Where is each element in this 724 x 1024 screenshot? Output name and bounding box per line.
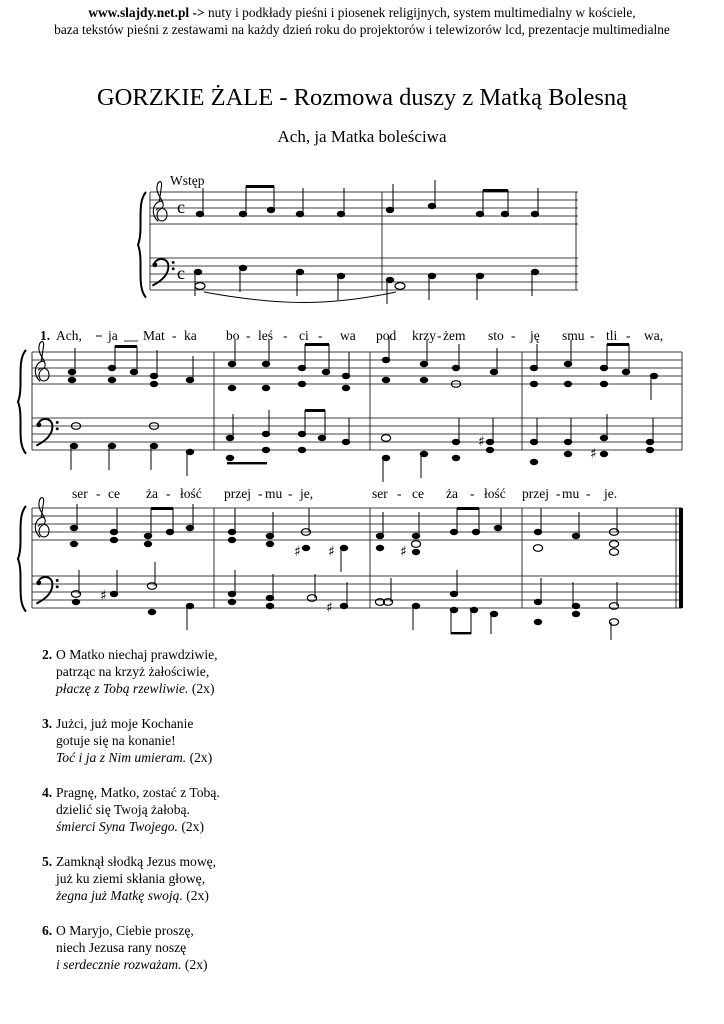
lyric-s3-20: mu [562, 486, 580, 501]
lyric-s3-9: mu [265, 486, 283, 501]
lyric-s3-11: je, [300, 486, 314, 501]
verse-refrain: żegna już Matkę swoją. [56, 888, 183, 903]
svg-text:♯: ♯ [326, 600, 333, 616]
lyric-15: - [437, 328, 442, 343]
verse-3 [42, 715, 220, 766]
lyric-13: pod [376, 328, 397, 343]
lyric-24: wa, [644, 328, 664, 343]
lyric-s3-5: - [166, 486, 171, 501]
repeat-mark: (2x) [189, 750, 213, 765]
svg-text:♯: ♯ [100, 588, 107, 604]
verse-line: patrząc na krzyż żałościwie, [56, 664, 210, 679]
lyric-6: bo [226, 328, 240, 343]
verse-refrain: śmierci Syna Twojego. [56, 819, 178, 834]
svg-text:c: c [177, 263, 185, 283]
lyric-23: - [626, 328, 631, 343]
header-line-2: baza tekstów pieśni z zestawami na każdy dzień roku do projektorów i telewizorów lcd, prezentacje multimedialne [54, 22, 670, 37]
verse-4 [42, 784, 220, 835]
verse-line: niech Jezusa rany noszę [56, 940, 187, 955]
svg-text:c: c [177, 197, 185, 217]
system-intro [138, 173, 578, 304]
verse-refrain: płaczę z Tobą rzewliwie. [56, 681, 189, 696]
intro-label: Wstęp [170, 173, 205, 188]
verse-line: O Maryjo, Ciebie proszę, [56, 923, 194, 938]
repeat-mark: (2x) [184, 957, 208, 972]
verse-line: już ku ziemi skłania głowę, [56, 871, 206, 886]
lyric-7: - [246, 328, 251, 343]
lyric-11: - [318, 328, 323, 343]
lyric-s3-8: - [258, 486, 263, 501]
header-line-1: nuty i podkłady pieśni i piosenek religijnych, system multimedialny w kościele, [207, 5, 636, 20]
lyric-22: tli [606, 328, 618, 343]
page-subtitle: Ach, ja Matka boleściwa [277, 127, 447, 146]
lyric-s3-21: - [586, 486, 591, 501]
lyric-1: Ach, [56, 328, 82, 343]
lyric-s3-14: ce [412, 486, 424, 501]
lyric-s3-3: ce [108, 486, 120, 501]
verse-2 [42, 646, 220, 697]
lyric-9: - [283, 328, 288, 343]
site-link[interactable]: www.slajdy.net.pl -> [88, 5, 205, 20]
lyric-18: - [511, 328, 516, 343]
verse-6 [42, 922, 220, 973]
verse-5 [42, 853, 220, 904]
repeat-mark: (2x) [191, 681, 215, 696]
lyric-4: - [172, 328, 177, 343]
lyric-s3-4: ża [146, 486, 158, 501]
lyric-5: ka [184, 328, 197, 343]
lyric-s3-6: łość [180, 486, 202, 501]
lyric-8: leś [258, 328, 273, 343]
lyric-s3-15: ża [446, 486, 458, 501]
lyric-s3-7: przej [224, 486, 251, 501]
lyric-s3-2: - [96, 486, 101, 501]
verse-line: Pragnę, Matko, zostać z Tobą. [56, 785, 220, 800]
verse-line: Jużci, już moje Kochanie [56, 716, 194, 731]
lyric-12: wa [340, 328, 356, 343]
svg-text:♯: ♯ [478, 434, 485, 450]
verse-line: O Matko niechaj prawdziwie, [56, 647, 218, 662]
repeat-mark: (2x) [181, 819, 205, 834]
lyric-14: krzy [412, 328, 436, 343]
lyric-3: Mat [143, 328, 165, 343]
lyric-s3-22: je. [604, 486, 618, 501]
svg-text:♯: ♯ [328, 544, 335, 560]
verse-number: 3. [42, 716, 53, 731]
lyric-17: sto [488, 328, 504, 343]
lyric-s3-16: - [470, 486, 475, 501]
svg-text:♯: ♯ [400, 544, 407, 560]
lyric-s3-19: - [556, 486, 561, 501]
verse-line: gotuje się na konanie! [56, 733, 176, 748]
lyric-s3-1: ser [72, 486, 88, 501]
verse-number: 2. [42, 647, 53, 662]
verse-refrain: Toć i ja z Nim umieram. [56, 750, 187, 765]
lyric-s3-13: - [397, 486, 402, 501]
system-verse-1 [18, 328, 682, 482]
verse-line: Zamknął słodką Jezus mowę, [56, 854, 217, 869]
lyric-10: ci [299, 328, 309, 343]
lyric-20: smu [562, 328, 585, 343]
lyric-16: żem [443, 328, 466, 343]
verse-number: 5. [42, 854, 53, 869]
system-verse-1b [18, 486, 683, 640]
lyric-s3-12: ser [372, 486, 388, 501]
verse-number: 4. [42, 785, 53, 800]
svg-text:♯: ♯ [294, 544, 301, 560]
repeat-mark: (2x) [186, 888, 209, 903]
verse-line: dzielić się Twoją żałobą. [56, 802, 190, 817]
verses-list [42, 646, 220, 991]
page-title: GORZKIE ŻALE - Rozmowa duszy z Matką Bolesną [96, 84, 628, 111]
lyric-2: ja [108, 328, 118, 343]
svg-text:♯: ♯ [590, 446, 597, 462]
verse-1-number: 1. [40, 328, 51, 343]
lyric-s3-17: łość [484, 486, 506, 501]
lyric-s3-18: przej [522, 486, 549, 501]
lyric-s3-10: - [288, 486, 293, 501]
verse-refrain: i serdecznie rozważam. [56, 957, 182, 972]
lyric-19: ję [530, 328, 540, 343]
verse-number: 6. [42, 923, 53, 938]
lyric-21: - [590, 328, 595, 343]
